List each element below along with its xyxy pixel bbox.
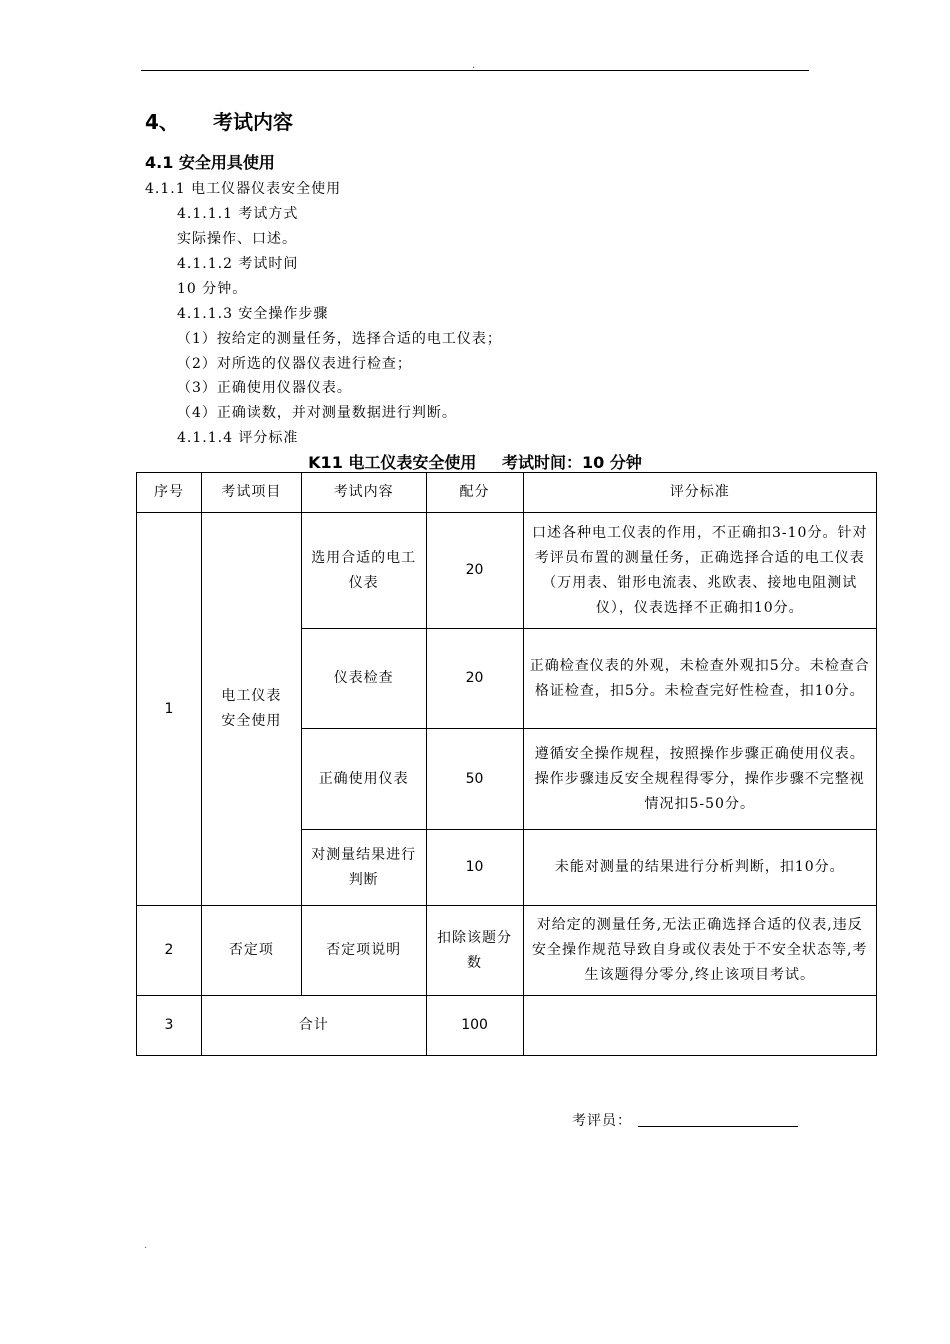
table-caption [0, 450, 950, 473]
examiner-signature-line [638, 1126, 798, 1127]
row-number: 2 [137, 906, 202, 996]
steps-heading: 4.1.1.3 安全操作步骤 [177, 306, 329, 322]
exam-method-text: 实际操作、口述。 [177, 231, 297, 247]
row-content: 选用合适的电工仪表 [301, 513, 426, 629]
header-project: 考试项目 [201, 473, 301, 513]
row-criteria [523, 996, 877, 1056]
section-number: 4、 [145, 110, 179, 134]
row-criteria: 遵循安全操作规程，按照操作步骤正确使用仪表。操作步骤违反安全规程得零分，操作步骤不完整视情况扣5-50分。 [523, 729, 877, 830]
row-number: 1 [137, 513, 202, 906]
exam-method-heading: 4.1.1.1 考试方式 [177, 206, 299, 222]
item-heading: 4.1.1 电工仪器仪表安全使用 [145, 181, 342, 197]
row-score: 20 [426, 513, 523, 629]
row-content: 否定项说明 [301, 906, 426, 996]
footer-mark: . [144, 1240, 148, 1251]
header-content: 考试内容 [301, 473, 426, 513]
header-score: 配分 [426, 473, 523, 513]
row-content: 仪表检查 [301, 629, 426, 729]
table-row [137, 996, 877, 1056]
exam-time-text: 10 分钟。 [177, 281, 248, 297]
table-row [137, 906, 877, 996]
row-project: 否定项 [201, 906, 301, 996]
criteria-heading: 4.1.1.4 评分标准 [177, 430, 299, 446]
row-criteria: 正确检查仪表的外观，未检查外观扣5分。未检查合格证检查，扣5分。未检查完好性检查，扣10分。 [523, 629, 877, 729]
examiner-label: 考评员： [572, 1113, 632, 1129]
caption-time: 考试时间：10 分钟 [501, 453, 642, 472]
row-criteria: 对给定的测量任务,无法正确选择合适的仪表,违反安全操作规范导致自身或仪表处于不安全状态等,考生该题得分零分,终止该项目考试。 [523, 906, 877, 996]
row-score: 20 [426, 629, 523, 729]
row-criteria: 未能对测量的结果进行分析判断，扣10分。 [523, 830, 877, 906]
grading-table [136, 472, 877, 1056]
table-header-row [137, 473, 877, 513]
row-number: 3 [137, 996, 202, 1056]
header-mark: . [472, 60, 476, 71]
section-heading [145, 106, 293, 135]
caption-title: K11 电工仪表安全使用 [308, 453, 477, 472]
step-item: （2）对所选的仪器仪表进行检查； [177, 356, 412, 372]
row-content: 对测量结果进行判断 [301, 830, 426, 906]
section-title: 考试内容 [213, 110, 293, 134]
project-line: 安全使用 [221, 713, 282, 729]
exam-time-heading: 4.1.1.2 考试时间 [177, 256, 299, 272]
row-score: 50 [426, 729, 523, 830]
table-row [137, 513, 877, 629]
row-score: 100 [426, 996, 523, 1056]
step-item: （4）正确读数，并对测量数据进行判断。 [177, 405, 457, 421]
header-rule [141, 70, 809, 71]
row-score: 扣除该题分数 [426, 906, 523, 996]
sub-heading: 4.1 安全用具使用 [145, 153, 275, 172]
header-no: 序号 [137, 473, 202, 513]
row-project [201, 513, 301, 906]
row-score: 10 [426, 830, 523, 906]
row-criteria: 口述各种电工仪表的作用，不正确扣3-10分。针对考评员布置的测量任务，正确选择合适的电工仪表（万用表、钳形电流表、兆欧表、接地电阻测试仪），仪表选择不正确扣10分。 [523, 513, 877, 629]
project-line: 电工仪表 [221, 688, 282, 704]
step-item: （1）按给定的测量任务，选择合适的电工仪表； [177, 331, 502, 347]
header-criteria: 评分标准 [523, 473, 877, 513]
step-item: （3）正确使用仪器仪表。 [177, 380, 352, 396]
row-content: 正确使用仪表 [301, 729, 426, 830]
row-total-label: 合计 [201, 996, 426, 1056]
